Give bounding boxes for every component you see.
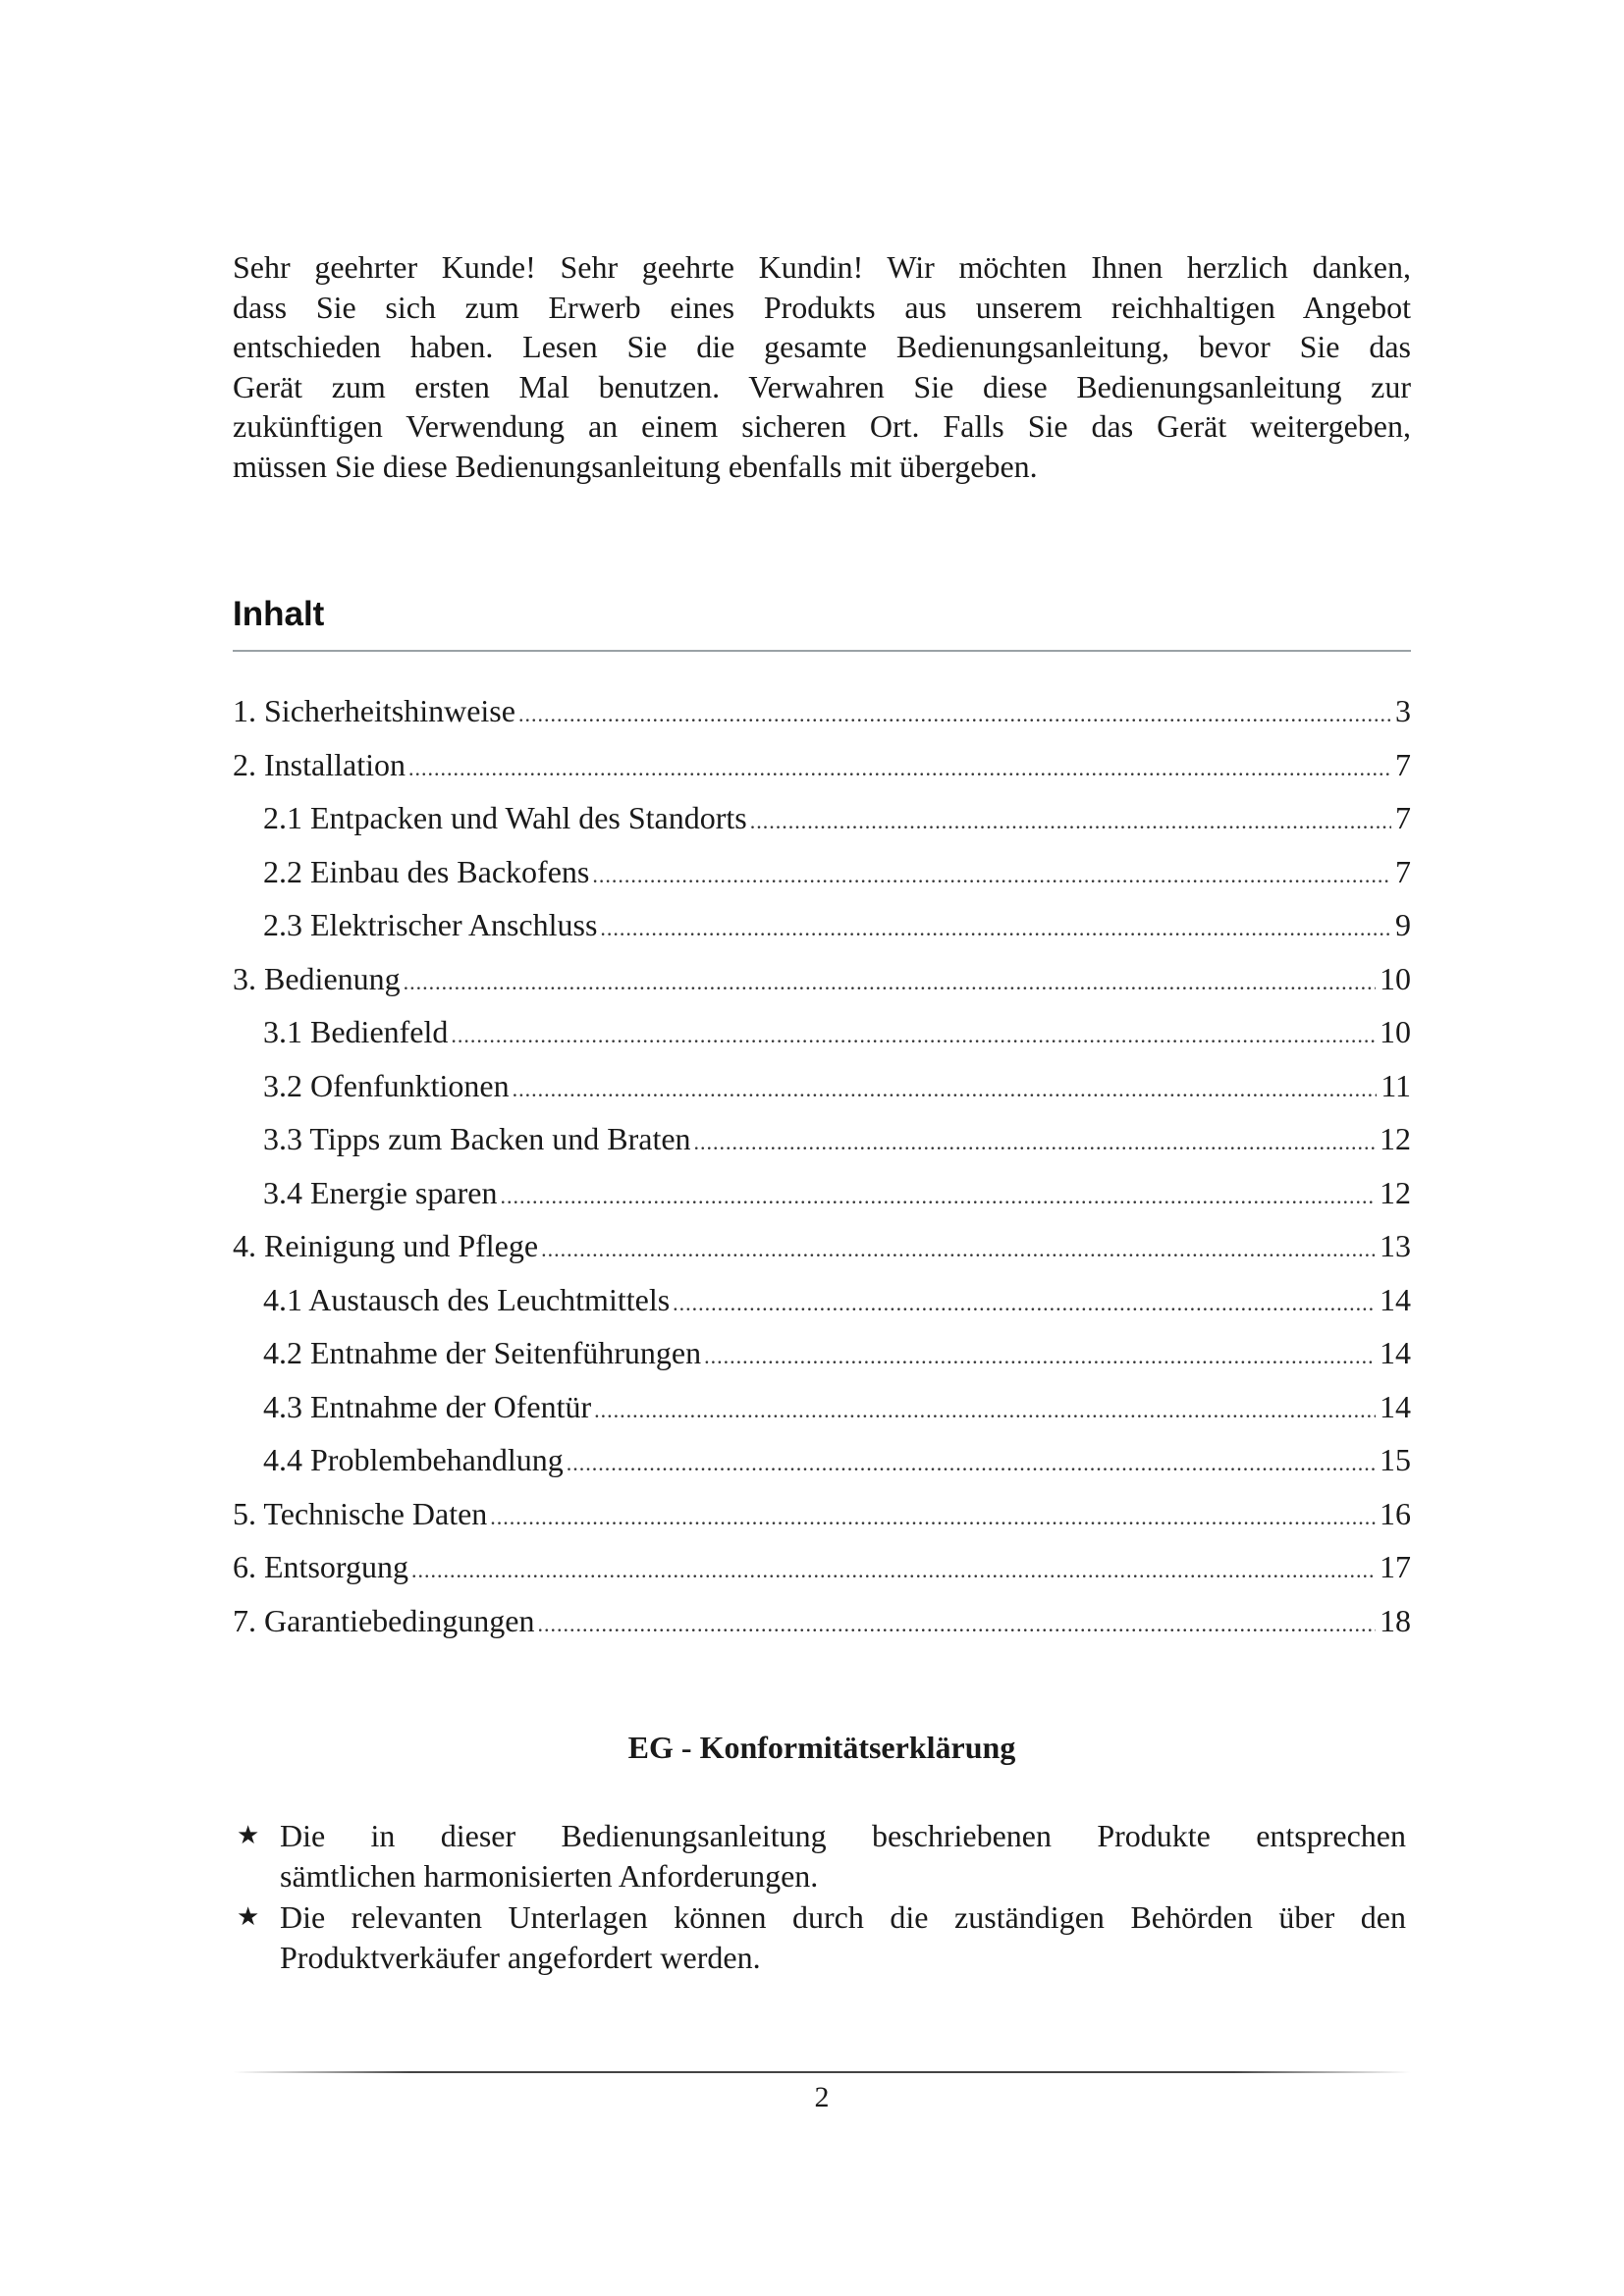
toc-entry-page: 17 bbox=[1380, 1549, 1411, 1584]
toc-entry-title: 6. Entsorgung bbox=[233, 1549, 408, 1584]
toc-dot-leader bbox=[673, 1284, 1376, 1323]
intro-line: Gerät zum ersten Mal benutzen. Verwahren Sie diese Bedienungsanleitung zur bbox=[233, 368, 1411, 404]
toc-heading: Inhalt bbox=[233, 595, 325, 633]
toc-entry-page: 18 bbox=[1380, 1602, 1411, 1638]
table-of-contents bbox=[233, 691, 1411, 1654]
conformity-item bbox=[233, 1897, 1406, 1977]
intro-line: zukünftigen Verwendung an einem sicheren Ort. Falls Sie das Gerät weitergeben, bbox=[233, 408, 1411, 444]
toc-entry-page: 13 bbox=[1380, 1228, 1411, 1263]
toc-entry-page: 7 bbox=[1395, 853, 1411, 889]
conformity-line: Die in dieser Bedienungsanleitung beschriebenen Produkte entsprechen bbox=[280, 1818, 1406, 1853]
toc-entry-page: 12 bbox=[1380, 1174, 1411, 1210]
toc-dot-leader bbox=[490, 1498, 1376, 1537]
toc-entry-title: 5. Technische Daten bbox=[233, 1495, 488, 1531]
toc-dot-leader bbox=[567, 1444, 1376, 1483]
conformity-line: sämtlichen harmonisierten Anforderungen. bbox=[280, 1857, 819, 1894]
toc-entry[interactable] bbox=[233, 1226, 1411, 1280]
intro-line: entschieden haben. Lesen Sie die gesamte Bedienungsanleitung, bevor Sie das bbox=[233, 329, 1411, 364]
toc-dot-leader bbox=[518, 695, 1391, 734]
toc-entry-title: 7. Garantiebedingungen bbox=[233, 1602, 535, 1638]
toc-entry-page: 10 bbox=[1380, 960, 1411, 996]
toc-dot-leader bbox=[404, 963, 1376, 1002]
footer-divider bbox=[233, 2068, 1411, 2076]
toc-entry-title: 3.2 Ofenfunktionen bbox=[263, 1067, 510, 1103]
toc-entry[interactable] bbox=[233, 1494, 1411, 1548]
toc-entry-page: 10 bbox=[1380, 1014, 1411, 1049]
intro-line: dass Sie sich zum Erwerb eines Produkts aus unserem reichhaltigen Angebot bbox=[233, 289, 1411, 325]
toc-entry-title: 3.3 Tipps zum Backen und Braten bbox=[263, 1121, 691, 1156]
toc-entry-page: 7 bbox=[1395, 746, 1411, 782]
toc-entry[interactable] bbox=[233, 959, 1411, 1013]
toc-dot-leader bbox=[408, 749, 1391, 788]
toc-entry-title: 1. Sicherheitshinweise bbox=[233, 693, 515, 728]
toc-entry-title: 4.1 Austausch des Leuchtmittels bbox=[263, 1281, 671, 1317]
toc-dot-leader bbox=[541, 1230, 1376, 1269]
toc-entry[interactable] bbox=[233, 852, 1411, 906]
conformity-list bbox=[233, 1816, 1406, 1979]
toc-entry-title: 4.4 Problembehandlung bbox=[263, 1442, 564, 1477]
toc-entry-title: 2. Installation bbox=[233, 746, 406, 782]
toc-entry-page: 14 bbox=[1380, 1281, 1411, 1317]
toc-entry-page: 7 bbox=[1395, 800, 1411, 835]
toc-entry[interactable] bbox=[233, 798, 1411, 852]
toc-entry-title: 2.1 Entpacken und Wahl des Standorts bbox=[263, 800, 747, 835]
toc-entry-page: 14 bbox=[1380, 1388, 1411, 1424]
toc-entry-title: 4.2 Entnahme der Seitenführungen bbox=[263, 1335, 702, 1370]
toc-entry[interactable] bbox=[233, 1012, 1411, 1066]
intro-line: Sehr geehrter Kunde! Sehr geehrte Kundin! Wir möchten Ihnen herzlich danken, bbox=[233, 249, 1411, 285]
toc-entry[interactable] bbox=[233, 905, 1411, 959]
toc-dot-leader bbox=[750, 802, 1391, 841]
toc-entry[interactable] bbox=[233, 691, 1411, 745]
toc-dot-leader bbox=[500, 1177, 1376, 1216]
star-bullet-icon: ★ bbox=[237, 1821, 260, 1850]
toc-entry[interactable] bbox=[233, 1173, 1411, 1227]
toc-entry-page: 15 bbox=[1380, 1442, 1411, 1477]
toc-entry-title: 4.3 Entnahme der Ofentür bbox=[263, 1388, 592, 1424]
toc-entry-title: 2.3 Elektrischer Anschluss bbox=[263, 907, 598, 942]
conformity-line: Die relevanten Unterlagen können durch die zuständigen Behörden über den bbox=[280, 1899, 1406, 1935]
toc-entry-title: 3.1 Bedienfeld bbox=[263, 1014, 449, 1049]
intro-line: müssen Sie diese Bedienungsanleitung ebenfalls mit übergeben. bbox=[233, 448, 1038, 484]
toc-divider bbox=[233, 650, 1411, 652]
toc-entry[interactable] bbox=[233, 1547, 1411, 1601]
toc-dot-leader bbox=[513, 1070, 1378, 1109]
conformity-line: Produktverkäufer angefordert werden. bbox=[280, 1939, 761, 1975]
toc-entry-page: 14 bbox=[1380, 1335, 1411, 1370]
toc-entry-page: 9 bbox=[1395, 907, 1411, 942]
toc-dot-leader bbox=[411, 1551, 1376, 1590]
intro-paragraph bbox=[233, 247, 1411, 486]
toc-dot-leader bbox=[694, 1123, 1376, 1162]
toc-entry-page: 12 bbox=[1380, 1121, 1411, 1156]
conformity-heading: EG - Konformitätserklärung bbox=[627, 1730, 1016, 1765]
toc-entry[interactable] bbox=[233, 1333, 1411, 1387]
toc-entry[interactable] bbox=[233, 1280, 1411, 1334]
toc-entry[interactable] bbox=[233, 1387, 1411, 1441]
toc-entry-page: 11 bbox=[1380, 1067, 1411, 1103]
toc-entry-page: 16 bbox=[1380, 1495, 1411, 1531]
toc-entry[interactable] bbox=[233, 1440, 1411, 1494]
toc-dot-leader bbox=[594, 1391, 1376, 1430]
toc-entry[interactable] bbox=[233, 1066, 1411, 1120]
toc-dot-leader bbox=[600, 909, 1391, 948]
toc-entry-page: 3 bbox=[1395, 693, 1411, 728]
toc-dot-leader bbox=[537, 1605, 1376, 1644]
toc-dot-leader bbox=[704, 1337, 1376, 1376]
toc-entry-title: 3.4 Energie sparen bbox=[263, 1174, 498, 1210]
toc-entry[interactable] bbox=[233, 1119, 1411, 1173]
toc-entry-title: 4. Reinigung und Pflege bbox=[233, 1228, 539, 1263]
star-bullet-icon: ★ bbox=[237, 1902, 260, 1932]
toc-entry-title: 3. Bedienung bbox=[233, 960, 401, 996]
toc-dot-leader bbox=[451, 1016, 1376, 1055]
conformity-item bbox=[233, 1816, 1406, 1896]
toc-entry[interactable] bbox=[233, 1601, 1411, 1655]
toc-dot-leader bbox=[592, 856, 1391, 895]
page-number: 2 bbox=[814, 2081, 830, 2113]
toc-entry[interactable] bbox=[233, 745, 1411, 799]
toc-entry-title: 2.2 Einbau des Backofens bbox=[263, 853, 590, 889]
